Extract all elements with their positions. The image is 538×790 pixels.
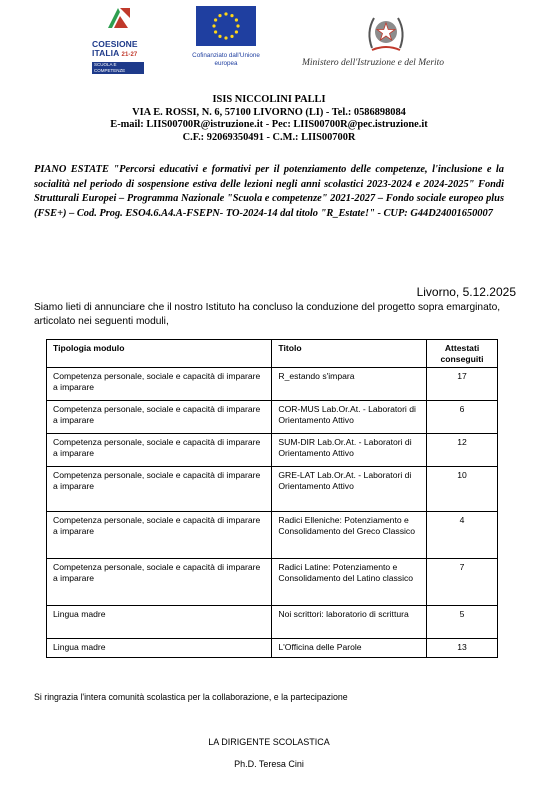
coesione-wordmark: COESIONE ITALIA 21-27 [92, 39, 138, 58]
cell-tipologia: Competenza personale, sociale e capacità di imparare a imparare [47, 467, 272, 512]
cell-tipologia: Lingua madre [47, 606, 272, 639]
intro-paragraph: Siamo lieti di annunciare che il nostro Istituto ha concluso la conduzione del progetto sopra emarginato, articolato nei seguenti moduli, [34, 302, 501, 327]
ministero-logo [302, 8, 482, 72]
cell-attestati: 13 [427, 639, 498, 658]
table-row [47, 559, 498, 606]
eu-caption: Cofinanziato dall'Unione europea [192, 52, 260, 67]
header-attestati: Attestati conseguiti [427, 340, 498, 368]
eu-logo [190, 4, 262, 84]
cell-tipologia: Competenza personale, sociale e capacità di imparare a imparare [47, 401, 272, 434]
thanks-note: Si ringrazia l'intera comunità scolastica per la collaborazione, e la partecipazione [34, 692, 348, 702]
document-date: Livorno, 5.12.2025 [416, 285, 516, 299]
cell-titolo: Noi scrittori: laboratorio di scrittura [272, 606, 427, 639]
table-row [47, 467, 498, 512]
cell-tipologia: Competenza personale, sociale e capacità di imparare a imparare [47, 559, 272, 606]
signature-role: LA DIRIGENTE SCOLASTICA [208, 737, 330, 747]
school-name: ISIS NICCOLINI PALLI [212, 94, 326, 105]
cell-titolo: COR-MUS Lab.Or.At. - Laboratori di Orientamento Attivo [272, 401, 427, 434]
cell-attestati: 5 [427, 606, 498, 639]
cell-tipologia: Lingua madre [47, 639, 272, 658]
header-titolo: Titolo [272, 340, 427, 368]
header-tipologia: Tipologia modulo [47, 340, 272, 368]
cell-attestati: 10 [427, 467, 498, 512]
school-header [0, 94, 538, 144]
table-row [47, 512, 498, 559]
signature-block [0, 737, 538, 770]
cell-tipologia: Competenza personale, sociale e capacità di imparare a imparare [47, 368, 272, 401]
table-row [47, 639, 498, 658]
coesione-mark-icon [106, 6, 132, 30]
table-row [47, 606, 498, 639]
piano-estate-title: PIANO ESTATE "Percorsi educativi e formativi per il potenziamento delle competenze, l'inclusione e la socialità nel periodo di sospensione estiva delle lezioni negli anni scolastici 2023-2024 e 2024-2025" Fondi Strutturali Europei – Programma Nazionale "Scuola e competenze" 2021-2027 – Fondo sociale europeo plus (FSE+) – Cod. Prog. ESO4.6.A4.A-FSEPN- TO-2024-14 dal titolo "R_Estate!" - CUP: G44D24001650007 [34, 164, 504, 219]
cell-titolo: Radici Elleniche: Potenziamento e Consolidamento del Greco Classico [272, 512, 427, 559]
school-address: VIA E. ROSSI, N. 6, 57100 LIVORNO (LI) - Tel.: 0586898084 [132, 106, 406, 118]
coesione-italia-logo [92, 6, 148, 74]
cell-titolo: GRE-LAT Lab.Or.At. - Laboratori di Orientamento Attivo [272, 467, 427, 512]
table-row [47, 434, 498, 467]
cell-tipologia: Competenza personale, sociale e capacità di imparare a imparare [47, 434, 272, 467]
eu-flag-icon [196, 6, 256, 46]
cell-attestati: 17 [427, 368, 498, 401]
italian-republic-emblem-icon [364, 8, 408, 54]
table-row [47, 368, 498, 401]
ministero-name: Ministero dell'Istruzione e del Merito [302, 58, 445, 68]
coesione-strip: SCUOLA E COMPETENZE [92, 62, 144, 74]
cell-attestati: 12 [427, 434, 498, 467]
cell-titolo: Radici Latine: Potenziamento e Consolidamento del Latino classico [272, 559, 427, 606]
cell-attestati: 6 [427, 401, 498, 434]
cell-attestati: 7 [427, 559, 498, 606]
school-email: E-mail: LIIS00700R@istruzione.it - Pec: LIIS00700R@pec.istruzione.it [110, 119, 428, 130]
header-logos [0, 0, 538, 92]
moduli-table [46, 339, 498, 658]
school-codes: C.F.: 92069350491 - C.M.: LIIS00700R [182, 131, 356, 143]
table-row [47, 401, 498, 434]
cell-attestati: 4 [427, 512, 498, 559]
table-header-row [47, 340, 498, 368]
cell-titolo: SUM-DIR Lab.Or.At. - Laboratori di Orientamento Attivo [272, 434, 427, 467]
signature-name: Ph.D. Teresa Cini [234, 759, 304, 769]
cell-tipologia: Competenza personale, sociale e capacità di imparare a imparare [47, 512, 272, 559]
cell-titolo: L'Officina delle Parole [272, 639, 427, 658]
cell-titolo: R_estando s'impara [272, 368, 427, 401]
